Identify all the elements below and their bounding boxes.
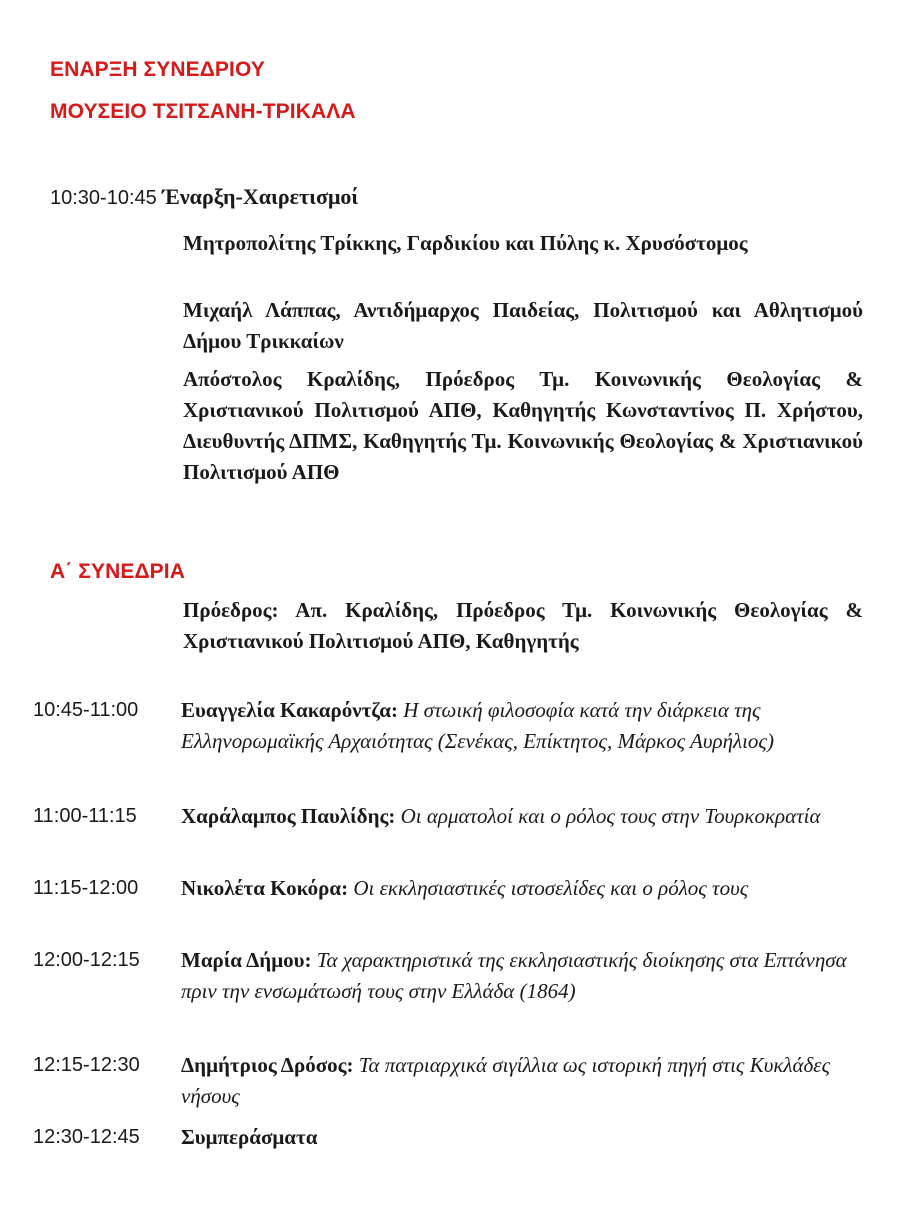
session-heading: Α΄ ΣΥΝΕΔΡΙΑ (50, 560, 185, 583)
opening-time: 10:30-10:45 (50, 187, 157, 209)
talk-topic: Η στωική φιλοσοφία κατά την διάρκεια της Ελληνορωμαϊκής Αρχαιότητας (Σενέκας, Επίκτητος, Μάρκος Αυρήλιος) (181, 698, 774, 753)
talk-topic: Οι αρματολοί και ο ρόλος τους στην Τουρκοκρατία (400, 804, 821, 828)
talk-time: 11:15-12:00 (33, 877, 139, 899)
talk-time: 10:45-11:00 (33, 699, 139, 721)
venue-heading: ΜΟΥΣΕΙΟ ΤΣΙΤΣΑΝΗ-ΤΡΙΚΑΛΑ (50, 100, 356, 123)
talk-speaker: Δημήτριος Δρόσος: (181, 1053, 354, 1077)
session-chair: Πρόεδρος: Απ. Κραλίδης, Πρόεδρος Τμ. Κοινωνικής Θεολογίας & Χριστιανικού Πολιτισμού ΑΠΘ, Καθηγητής (183, 598, 863, 653)
talk-time: 12:15-12:30 (33, 1054, 140, 1076)
greeter-2: Μιχαήλ Λάππας, Αντιδήμαρχος Παιδείας, Πολιτισμού και Αθλητισμού Δήμου Τρικκαίων (183, 298, 863, 353)
talk-topic: Τα πατριαρχικά σιγίλλια ως ιστορική πηγή στις Κυκλάδες νήσους (181, 1053, 831, 1108)
talk-time: 11:00-11:15 (33, 805, 137, 827)
talk-topic: Οι εκκλησιαστικές ιστοσελίδες και ο ρόλος τους (353, 876, 749, 900)
talk-speaker: Χαράλαμπος Παυλίδης: (181, 804, 396, 828)
opening-row (50, 184, 358, 210)
opening-heading: ΕΝΑΡΞΗ ΣΥΝΕΔΡΙΟΥ (50, 58, 265, 81)
talk-speaker: Συμπεράσματα (181, 1125, 318, 1149)
greeter-3: Απόστολος Κραλίδης, Πρόεδρος Τμ. Κοινωνικής Θεολογίας & Χριστιανικού Πολιτισμού ΑΠΘ, Καθηγητής Κωνσταντίνος Π. Χρήστου, Διευθυντής ΔΠΜΣ, Καθηγητής Τμ. Κοινωνικής Θεολογίας & Χριστιανικού Πολιτισμού ΑΠΘ (183, 367, 863, 484)
talk-speaker: Μαρία Δήμου: (181, 948, 312, 972)
talk-time: 12:00-12:15 (33, 949, 140, 971)
opening-title: Έναρξη-Χαιρετισμοί (162, 184, 359, 209)
talk-topic: Τα χαρακτηριστικά της εκκλησιαστικής διοίκησης στα Επτάνησα πριν την ενσωμάτωσή τους στην Ελλάδα (1864) (181, 948, 847, 1003)
talk-speaker: Νικολέτα Κοκόρα: (181, 876, 349, 900)
talk-speaker: Ευαγγελία Κακαρόντζα: (181, 698, 398, 722)
greeter-1: Μητροπολίτης Τρίκκης, Γαρδικίου και Πύλης κ. Χρυσόστομος (183, 231, 748, 255)
talk-time: 12:30-12:45 (33, 1126, 140, 1148)
